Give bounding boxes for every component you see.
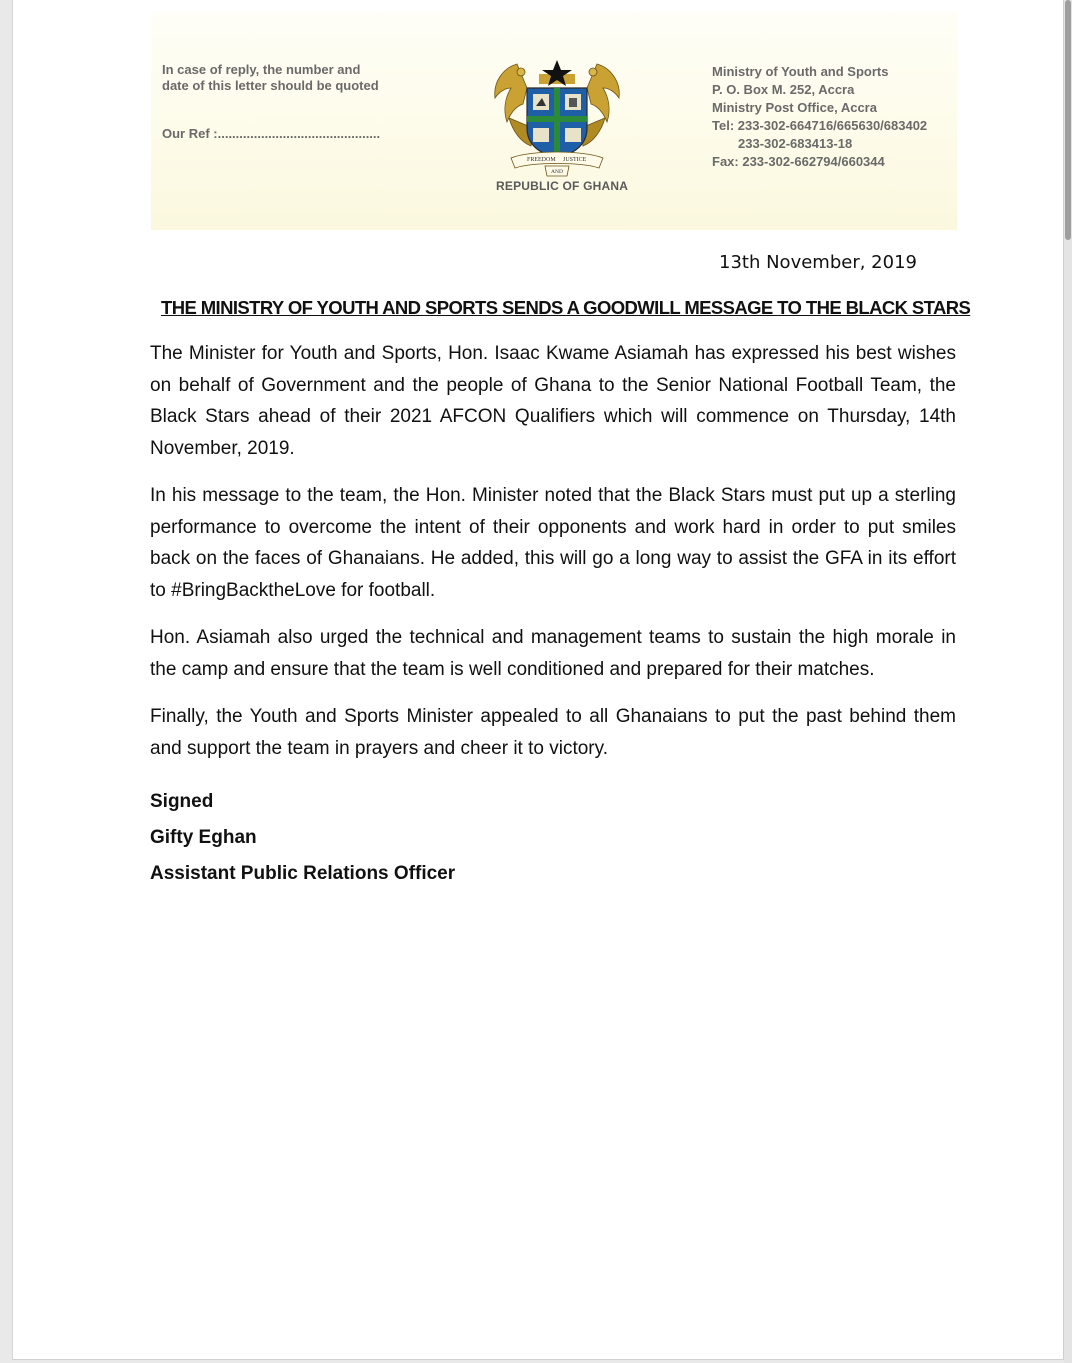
letter-date: 13th November, 2019	[719, 252, 917, 273]
motto-right: JUSTICE	[563, 157, 587, 163]
paragraph-4: Finally, the Youth and Sports Minister appealed to all Ghanaians to put the past behind them and support the team in prayers and cheer it to victory.	[150, 706, 956, 759]
motto-bottom: AND	[551, 169, 563, 175]
scrollbar[interactable]	[1064, 0, 1072, 1363]
tel-line1: Tel: 233-302-664716/665630/683402	[712, 118, 928, 133]
press-release-headline: THE MINISTRY OF YOUTH AND SPORTS SENDS A GOODWILL MESSAGE TO THE BLACK STARS	[161, 297, 971, 318]
address-line3: Ministry Post Office, Accra	[712, 100, 877, 115]
motto-left: FREEDOM	[527, 157, 556, 163]
reply-note-line1: In case of reply, the number and	[162, 62, 361, 77]
our-ref: Our Ref :.............................................	[162, 126, 381, 141]
signatory-title: Assistant Public Relations Officer	[150, 863, 456, 884]
paragraph-3: Hon. Asiamah also urged the technical and management teams to sustain the high morale in the camp and ensure that the team is well conditioned and prepared for their matches.	[150, 627, 956, 680]
address-line1: Ministry of Youth and Sports	[712, 64, 889, 79]
reply-note-line2: date of this letter should be quoted	[162, 78, 379, 93]
republic-label: REPUBLIC OF GHANA	[496, 179, 629, 193]
signature-block	[150, 784, 455, 892]
ghana-coat-of-arms	[487, 58, 627, 180]
motto-scroll	[511, 152, 603, 176]
signed-label: Signed	[150, 791, 214, 812]
fax-line: Fax: 233-302-662794/660344	[712, 154, 885, 169]
ministry-address-block	[712, 63, 927, 171]
document-page	[12, 0, 1064, 1360]
signatory-name: Gifty Eghan	[150, 827, 257, 848]
scrollbar-thumb[interactable]	[1065, 0, 1071, 240]
address-line2: P. O. Box M. 252, Accra	[712, 82, 855, 97]
letter-body	[150, 338, 956, 780]
tel-line2: 233-302-683413-18	[738, 136, 853, 151]
paragraph-2: In his message to the team, the Hon. Minister noted that the Black Stars must put up a sterling performance to overcome the intent of their opponents and work hard in order to put smiles back on the faces of Ghanaians. He added, this will go a long way to assist the GFA in its effort to #BringBacktheLove for football.	[150, 485, 956, 601]
paragraph-1: The Minister for Youth and Sports, Hon. Isaac Kwame Asiamah has expressed his best wishes on behalf of Government and the people of Ghana to the Senior National Football Team, the Black Stars ahead of their 2021 AFCON Qualifiers which will commence on Thursday, 14th November, 2019.	[150, 343, 956, 459]
reply-reference-block	[162, 62, 380, 142]
black-star-icon	[539, 60, 575, 86]
shield-icon	[527, 88, 587, 158]
